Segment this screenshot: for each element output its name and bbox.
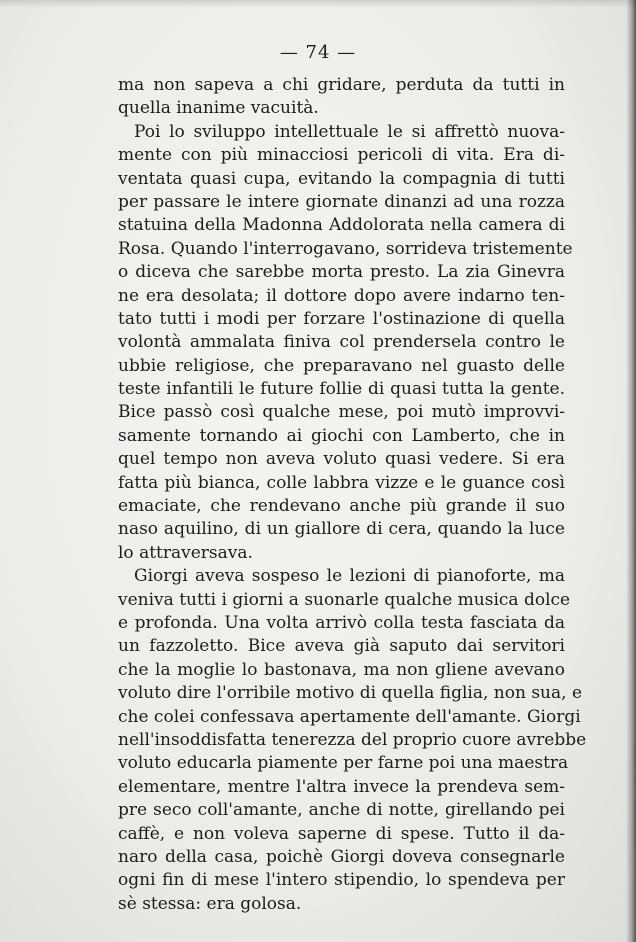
- text-line: statuina della Madonna Addolorata nella camera di: [118, 215, 565, 236]
- text-line: lo attraversava.: [118, 542, 253, 563]
- text-line: sè stessa: era golosa.: [118, 893, 302, 914]
- text-line: pre seco coll'amante, anche di notte, girellando pei: [118, 800, 565, 821]
- text-line: emaciate, che rendevano anche più grande il suo: [118, 496, 565, 517]
- text-line: ubbie religiose, che preparavano nel guasto delle: [118, 355, 565, 376]
- text-line: ventata quasi cupa, evitando la compagnia di tutti: [118, 168, 565, 189]
- text-line: ogni fin di mese l'intero stipendio, lo spendeva per: [118, 870, 565, 891]
- text-line: ma non sapeva a chi gridare, perduta da tutti in: [118, 75, 565, 95]
- text-line: naso aquilino, di un giallore di cera, quando la luce: [118, 519, 565, 540]
- text-line: che colei confessava apertamente dell'amante. Giorgi: [118, 706, 581, 727]
- text-line: e profonda. Una volta arrivò colla testa fasciata da: [118, 612, 565, 633]
- text-line: fatta più bianca, colle labbra vizze e le guance così: [118, 472, 565, 493]
- body-text: [118, 74, 587, 916]
- text-line: un fazzoletto. Bice aveva già saputo dai servitori: [118, 636, 565, 657]
- text-line: teste infantili le future follie di quasi tutta la gente.: [118, 379, 565, 400]
- text-line: Bice passò così qualche mese, poi mutò improvvi-: [118, 402, 565, 423]
- text-line: volontà ammalata finiva col prendersela contro le: [118, 332, 565, 353]
- page-number: — 74 —: [279, 42, 357, 63]
- text-line: voluto dire l'orribile motivo di quella figlia, non sua, e: [118, 683, 583, 704]
- page-top-shadow: [0, 0, 636, 8]
- text-line: Poi lo sviluppo intellettuale le si affrettò nuova-: [134, 121, 565, 142]
- text-line: veniva tutti i giorni a suonarle qualche musica dolce: [118, 589, 571, 610]
- text-line: naro della casa, poichè Giorgi doveva consegnarle: [118, 846, 565, 867]
- text-line: mente con più minacciosi pericoli di vita. Era di-: [118, 145, 565, 166]
- text-line: caffè, e non voleva saperne di spese. Tutto il da-: [118, 823, 565, 844]
- text-line: elementare, mentre l'altra invece la prendeva sem-: [118, 776, 565, 797]
- text-line: quella inanime vacuità.: [118, 98, 319, 119]
- text-line: per passare le intere giornate dinanzi ad una rozza: [118, 191, 565, 212]
- page-right-edge-shadow: [626, 0, 636, 942]
- text-line: Rosa. Quando l'interrogavano, sorrideva tristemente: [118, 238, 573, 259]
- text-line: o diceva che sarebbe morta presto. La zia Ginevra: [118, 262, 565, 283]
- text-line: tato tutti i modi per forzare l'ostinazione di quella: [118, 308, 565, 329]
- text-line: Giorgi aveva sospeso le lezioni di pianoforte, ma: [134, 566, 565, 587]
- text-line: voluto educarla piamente per farne poi una maestra: [118, 753, 569, 774]
- text-line: ne era desolata; il dottore dopo avere indarno ten-: [118, 285, 565, 306]
- text-line: quel tempo non aveva voluto quasi vedere. Si era: [118, 449, 565, 470]
- text-line: nell'insoddisfatta tenerezza del proprio cuore avrebbe: [118, 729, 587, 750]
- text-line: samente tornando ai giochi con Lamberto, che in: [118, 425, 565, 446]
- text-line: che la moglie lo bastonava, ma non gliene avevano: [118, 659, 565, 680]
